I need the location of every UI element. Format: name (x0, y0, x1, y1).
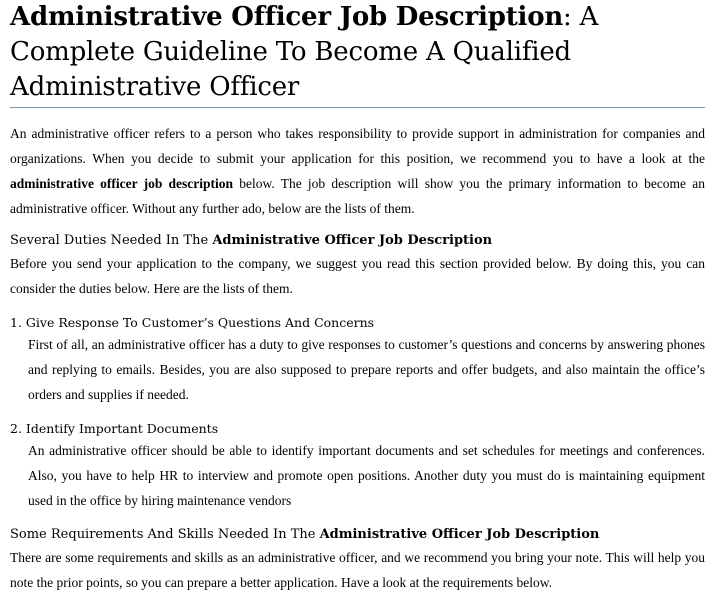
section-requirements-heading-plain: Some Requirements And Skills Needed In The (10, 527, 320, 542)
page-title (10, 0, 705, 105)
document (10, 0, 705, 595)
section-duties-heading-bold: Administrative Officer Job Description (212, 233, 493, 248)
page-title-bold: Administrative Officer Job Description (10, 2, 564, 32)
list-item-body: An administrative officer should be able to identify important documents and set schedules for meetings and conferences. Also, you have to help HR to interview and promote open positions. Another duty you must do is maintaining equipment used in the office by hiring maintenance vendors (28, 443, 705, 508)
list-item (10, 420, 705, 513)
list-item (10, 314, 705, 407)
intro-keyword: administrative officer job description (10, 176, 234, 191)
page-title-rest: : A Complete Guideline To Become A Qualified Administrative Officer (10, 2, 599, 102)
section-requirements-heading-bold: Administrative Officer Job Description (319, 527, 600, 542)
section-requirements-heading (10, 525, 705, 545)
intro-paragraph (10, 121, 705, 221)
section-requirements-text: There are some requirements and skills as an administrative officer, and we recommend you bring your note. This will help you note the prior points, so you can prepare a better application. Have a look at the requirements below. (10, 550, 705, 590)
section-duties-text: Before you send your application to the company, we suggest you read this section provided below. By doing this, you can consider the duties below. Here are the lists of them. (10, 256, 705, 296)
title-divider (10, 107, 705, 108)
list-item-title: 1. Give Response To Customer’s Questions And Concerns (10, 315, 375, 330)
list-item-title: 2. Identify Important Documents (10, 421, 219, 436)
section-duties-heading-plain: Several Duties Needed In The (10, 233, 213, 248)
section-duties-heading (10, 231, 705, 251)
intro-text-before: An administrative officer refers to a person who takes responsibility to provide support in administration for companies and organizations. When you decide to submit your application for this position, we recommend you to have a look at the (10, 126, 705, 166)
duties-list (10, 314, 705, 513)
list-item-body: First of all, an administrative officer has a duty to give responses to customer’s questions and concerns by answering phones and replying to emails. Besides, you are also supposed to prepare reports and offer budgets, and also maintain the office’s orders and supplies if needed. (28, 337, 705, 402)
intro-text-after: below. The job description will show you the primary information to become an administrative officer. Without any further ado, below are the lists of them. (10, 176, 705, 216)
